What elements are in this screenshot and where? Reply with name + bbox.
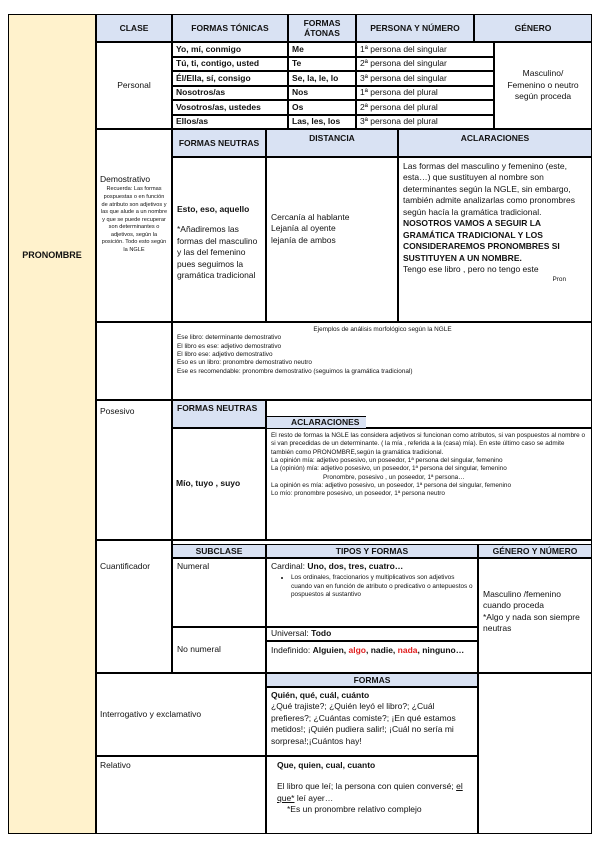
indefinido-label: Indefinido: [271, 645, 311, 655]
personal-tonica-3: Él/Ella, sí, consigo [172, 71, 288, 86]
no-numeral-label: No numeral [172, 627, 266, 673]
personal-persona-3: 3ª persona del singular [356, 71, 494, 86]
indef-nadie: , nadie, [366, 645, 396, 655]
posesivo-formas: Mío, tuyo , suyo [172, 428, 266, 540]
relativo-ejemplo-2: leí ayer… [296, 792, 334, 803]
interrogativo-ejemplos: ¿Qué trajiste?; ¿Quién leyó el libro?; ¿Cuál prefieres?; ¿Cuántas comiste?; ¡En qué estamos metidos!; ¡Quién pudiera salir!; ¡Cuál no sería mi sorpresa!;¡Cuántos hay! [271, 701, 456, 746]
cuantificador-header-subclase: SUBCLASE [172, 544, 266, 558]
indef-algo: algo [348, 645, 366, 655]
relativo-label: Relativo [96, 756, 266, 834]
cuantificador-header-genero: GÉNERO Y NÚMERO [478, 544, 592, 558]
ejemplo-5: Ese es recomendable: pronombre demostrativo (seguimos la gramática tradicional) [177, 367, 413, 375]
header-formas-atonas: FORMAS ÁTONAS [288, 14, 356, 42]
universal-label: Universal: [271, 628, 309, 639]
demostrativo-recuerda: Recuerda: Las formas pospuestas o en función de atributo son adjetivos y las que alude a un nombre y que se puede recuperar son determinantes o adjetivos, según la posición. Todo esto según la NGLE [100, 186, 168, 253]
cuantificador-top-gap [172, 540, 592, 544]
header-persona-numero: PERSONA Y NÚMERO [356, 14, 474, 42]
posesivo-aclaracion-1: El resto de formas la NGLE las considera adjetivos si funcionan como atributos, si van pospuestos al nombre o si van precedidas de un determinante. ( la mía , referida a la (casa) mía). En este último caso se admite también como PRONOMBRE,según la gramática tradicional. [271, 432, 586, 456]
posesivo-label: Posesivo [96, 400, 172, 540]
demostrativo-aclaraciones-cell [398, 157, 592, 322]
posesivo-aclaracion-3: La (opinión) mía: adjetivo posesivo, un poseedor, 1ª persona del singular, femenino [271, 465, 507, 473]
demostrativo-formas: Esto, eso, aquello [177, 204, 250, 214]
demostrativo-cell [96, 129, 172, 322]
universal-cell [266, 627, 478, 641]
posesivo-aclaracion-6: Lo mío: pronombre posesivo, un poseedor, 1ª persona neutro [271, 490, 445, 498]
personal-label: Personal [96, 42, 172, 129]
personal-atona-3: Se, la, le, lo [288, 71, 356, 86]
personal-persona-6: 3ª persona del plural [356, 115, 494, 130]
demostrativo-formas-nota: *Añadiremos las formas del masculino y las del femenino pues seguimos la gramática tradicional [177, 224, 258, 281]
personal-genero: Masculino/ Femenino o neutro según proceda [494, 42, 592, 129]
aclaracion-ejemplo: Tengo ese libro , pero no tengo este [403, 264, 539, 275]
ejemplo-4: Eso es un libro: pronombre demostrativo neutro [177, 359, 312, 367]
interrogativo-cell [266, 687, 478, 756]
numeral-bullet: • Los ordinales, fraccionarios y multiplicativos son adjetivos cuando van en función de atributo o predicativo o antepuestos o pospuestos al sustantivo [291, 574, 473, 599]
cuantificador-genero: Masculino /femenino cuando proceda [483, 589, 561, 611]
personal-persona-5: 2ª persona del plural [356, 100, 494, 115]
cuantificador-header-tipos: TIPOS Y FORMAS [266, 544, 478, 558]
posesivo-aclaracion-2: La opinión mía: adjetivo posesivo, un poseedor, 1ª persona del singular, femenino [271, 456, 503, 464]
personal-tonica-4: Nosotros/as [172, 86, 288, 101]
demostrativo-distancia-cell [266, 157, 398, 322]
aclaracion-bold: NOSOTROS VAMOS A SEGUIR LA GRAMÁTICA TRADICIONAL Y LOS CONSIDERAREMOS PRONOMBRES SI SUSTITUYEN A UN NOMBRE. [403, 218, 560, 263]
personal-atona-5: Os [288, 100, 356, 115]
relativo-cell [266, 756, 478, 834]
demostrativo-ejemplos-cell [172, 322, 592, 400]
relativo-nota: *Es un pronombre relativo complejo [287, 804, 422, 815]
demostrativo-header-aclaraciones: ACLARACIONES [398, 129, 592, 157]
bottom-right-empty [478, 673, 592, 834]
indef-ninguno: , ninguno… [417, 645, 465, 655]
header-clase: CLASE [96, 14, 172, 42]
ejemplo-2: El libro es ese: adjetivo demostrativo [177, 342, 282, 350]
ejemplo-3: El libro ese: adjetivo demostrativo [177, 350, 273, 358]
ejemplo-1: Ese libro: determinante demostrativo [177, 334, 282, 342]
personal-persona-2: 2ª persona del singular [356, 57, 494, 72]
cuantificador-genero-cell [478, 558, 592, 673]
header-genero: GÉNERO [474, 14, 592, 42]
relativo-formas: Que, quien, cual, cuanto [277, 760, 376, 770]
relativo-ejemplo-1: El libro que leí; la persona con quien conversé; [277, 781, 454, 792]
posesivo-aclaraciones-cell [266, 428, 592, 540]
demostrativo-header-formas: FORMAS NEUTRAS [172, 129, 266, 157]
aclaracion-text: Las formas del masculino y femenino (este, esta…) que sustituyen al nombre son determinantes según la NGLE, sin embargo, también admite analizarlas como pronombres según hacía la gramática tradicional. [403, 161, 575, 217]
personal-atona-1: Me [288, 42, 356, 57]
indef-nada: nada [397, 645, 418, 655]
posesivo-header-formas: FORMAS NEUTRAS [172, 400, 266, 428]
personal-tonica-5: Vosotros/as, ustedes [172, 100, 288, 115]
cuantificador-genero-nota: *Algo y nada son siempre neutras [483, 611, 580, 634]
numeral-label: Numeral [172, 558, 266, 627]
ejemplos-title: Ejemplos de análisis morfológico según la NGLE [313, 326, 452, 333]
personal-tonica-6: Ellos/as [172, 115, 288, 130]
demostrativo-header-distancia: DISTANCIA [266, 129, 398, 157]
demostrativo-formas-cell [172, 157, 266, 322]
indef-alguien: Alguien, [312, 645, 347, 655]
distancia-1: Cercanía al hablante [271, 212, 350, 222]
numeral-cell [266, 558, 478, 627]
personal-persona-1: 1ª persona del singular [356, 42, 494, 57]
personal-persona-4: 1ª persona del plural [356, 86, 494, 101]
indefinido-cell [266, 641, 478, 673]
pronombre-label: PRONOMBRE [22, 250, 82, 260]
distancia-2: Lejanía al oyente [271, 223, 336, 234]
relativo-ejemplo-u: el que* [277, 781, 463, 803]
demostrativo-label: Demostrativo [100, 174, 151, 184]
cardinal-forms: Uno, dos, tres, cuatro… [307, 561, 404, 571]
personal-tonica-1: Yo, mí, conmigo [172, 42, 288, 57]
posesivo-header-aclaraciones: ACLARACIONES [266, 416, 366, 428]
demostrativo-ejemplos-spacer [96, 322, 172, 400]
universal-forms: Todo [311, 628, 332, 639]
aclaracion-pron: Pron [552, 275, 566, 283]
distancia-3: lejanía de ambos [271, 234, 336, 245]
interrogativo-formas: Quién, qué, cuál, cuánto [271, 690, 370, 700]
personal-atona-4: Nos [288, 86, 356, 101]
personal-atona-2: Te [288, 57, 356, 72]
interrogativo-header-formas: FORMAS [266, 673, 478, 687]
posesivo-aclaracion-5: La opinión es mía: adjetivo posesivo, un poseedor, 1ª persona del singular, femenino [271, 481, 512, 489]
posesivo-aclaracion-4: Pronombre, posesivo , un poseedor, 1ª persona… [323, 473, 465, 481]
interrogativo-label: Interrogativo y exclamativo [96, 673, 266, 756]
personal-tonica-2: Tú, ti, contigo, usted [172, 57, 288, 72]
header-formas-tonicas: FORMAS TÓNICAS [172, 14, 288, 42]
cardinal-label: Cardinal: [271, 561, 306, 571]
cuantificador-label: Cuantificador [96, 540, 172, 673]
pronombre-column [8, 14, 96, 834]
personal-atona-6: Las, les, los [288, 115, 356, 130]
